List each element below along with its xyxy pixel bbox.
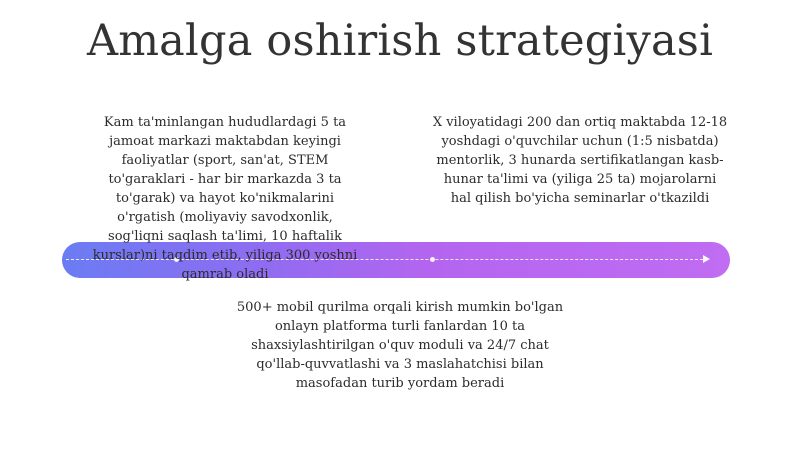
slide-title: Amalga oshirish strategiyasi xyxy=(86,16,714,66)
left-text-block: Kam ta'minlangan hududlardagi 5 ta jamoat markazi maktabdan keyingi faoliyatlar (sport, san'at, STEM to'garaklari - har bir markazda 3 ta to'garak) va hayot ko'nikmalarini o'rgatish (moliyaviy savodxonlik, sog'liqni saqlash ta'limi, 10 haftalik kurslar)ni taqdim etib, yiliga 300 yoshni qamrab oladi xyxy=(92,115,358,282)
bottom-text-block: 500+ mobil qurilma orqali kirish mumkin bo'lgan onlayn platforma turli fanlardan 10 ta shaxsiylashtirilgan o'quv moduli va 24/7 chat qo'llab-quvvatlashi va 3 maslahatchisi bilan masofadan turib yordam beradi xyxy=(236,300,564,391)
timeline-arrow-icon xyxy=(703,255,710,263)
timeline-dot xyxy=(430,257,435,262)
right-text-block: X viloyatidagi 200 dan ortiq maktabda 12-18 yoshdagi o'quvchilar uchun (1:5 nisbatda) mentorlik, 3 hunarda sertifikatlangan kasb- hunar ta'limi va (yiliga 25 ta) mojarolarni hal qilish bo'yicha seminarlar o'tkazildi xyxy=(432,115,728,206)
